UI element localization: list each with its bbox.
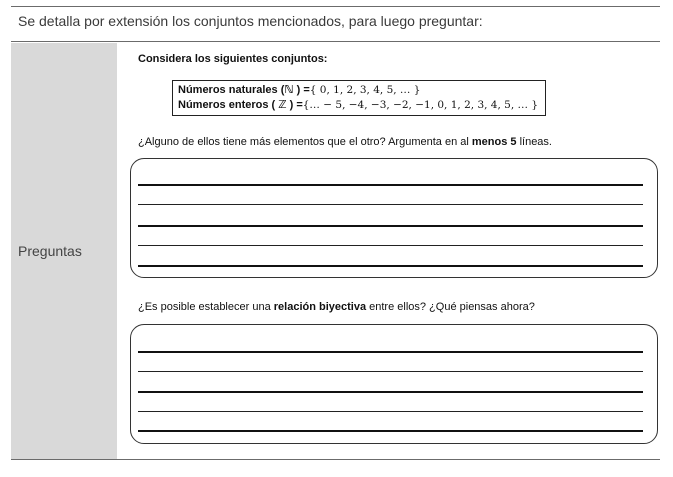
set-label: Números naturales (ℕ ) = (178, 84, 310, 96)
sets-box (172, 80, 546, 116)
set-label: Números enteros ( ℤ ) = (178, 99, 303, 111)
header-text: Se detalla por extensión los conjuntos mencionados, para luego preguntar: (18, 13, 483, 29)
answer-line (138, 245, 643, 246)
set-value: {… − 5, −4, −3, −2, −1, 0, 1, 2, 3, 4, 5, … } (302, 99, 539, 111)
bottom-rule (11, 459, 660, 460)
answer-line (138, 184, 643, 186)
answer-line (138, 265, 643, 267)
answer-line (138, 371, 643, 372)
section-label: Preguntas (18, 243, 82, 259)
natural-numbers-set (178, 83, 545, 98)
header-divider (11, 41, 660, 42)
answer-line (138, 430, 643, 432)
answer-line (138, 204, 643, 205)
top-rule (11, 6, 660, 7)
answer-line (138, 225, 643, 227)
integer-numbers-set (178, 98, 545, 113)
question-1: ¿Alguno de ellos tiene más elementos que el otro? Argumenta en al menos 5 líneas. (138, 136, 552, 148)
intro-text: Considera los siguientes conjuntos: (138, 53, 328, 65)
answer-line (138, 351, 643, 353)
answer-line (138, 411, 643, 412)
answer-box-2[interactable] (130, 324, 658, 444)
set-value: { 0, 1, 2, 3, 4, 5, … } (309, 84, 421, 96)
answer-box-1[interactable] (130, 158, 658, 278)
question-2: ¿Es posible establecer una relación biyectiva entre ellos? ¿Qué piensas ahora? (138, 301, 535, 313)
answer-line (138, 391, 643, 393)
